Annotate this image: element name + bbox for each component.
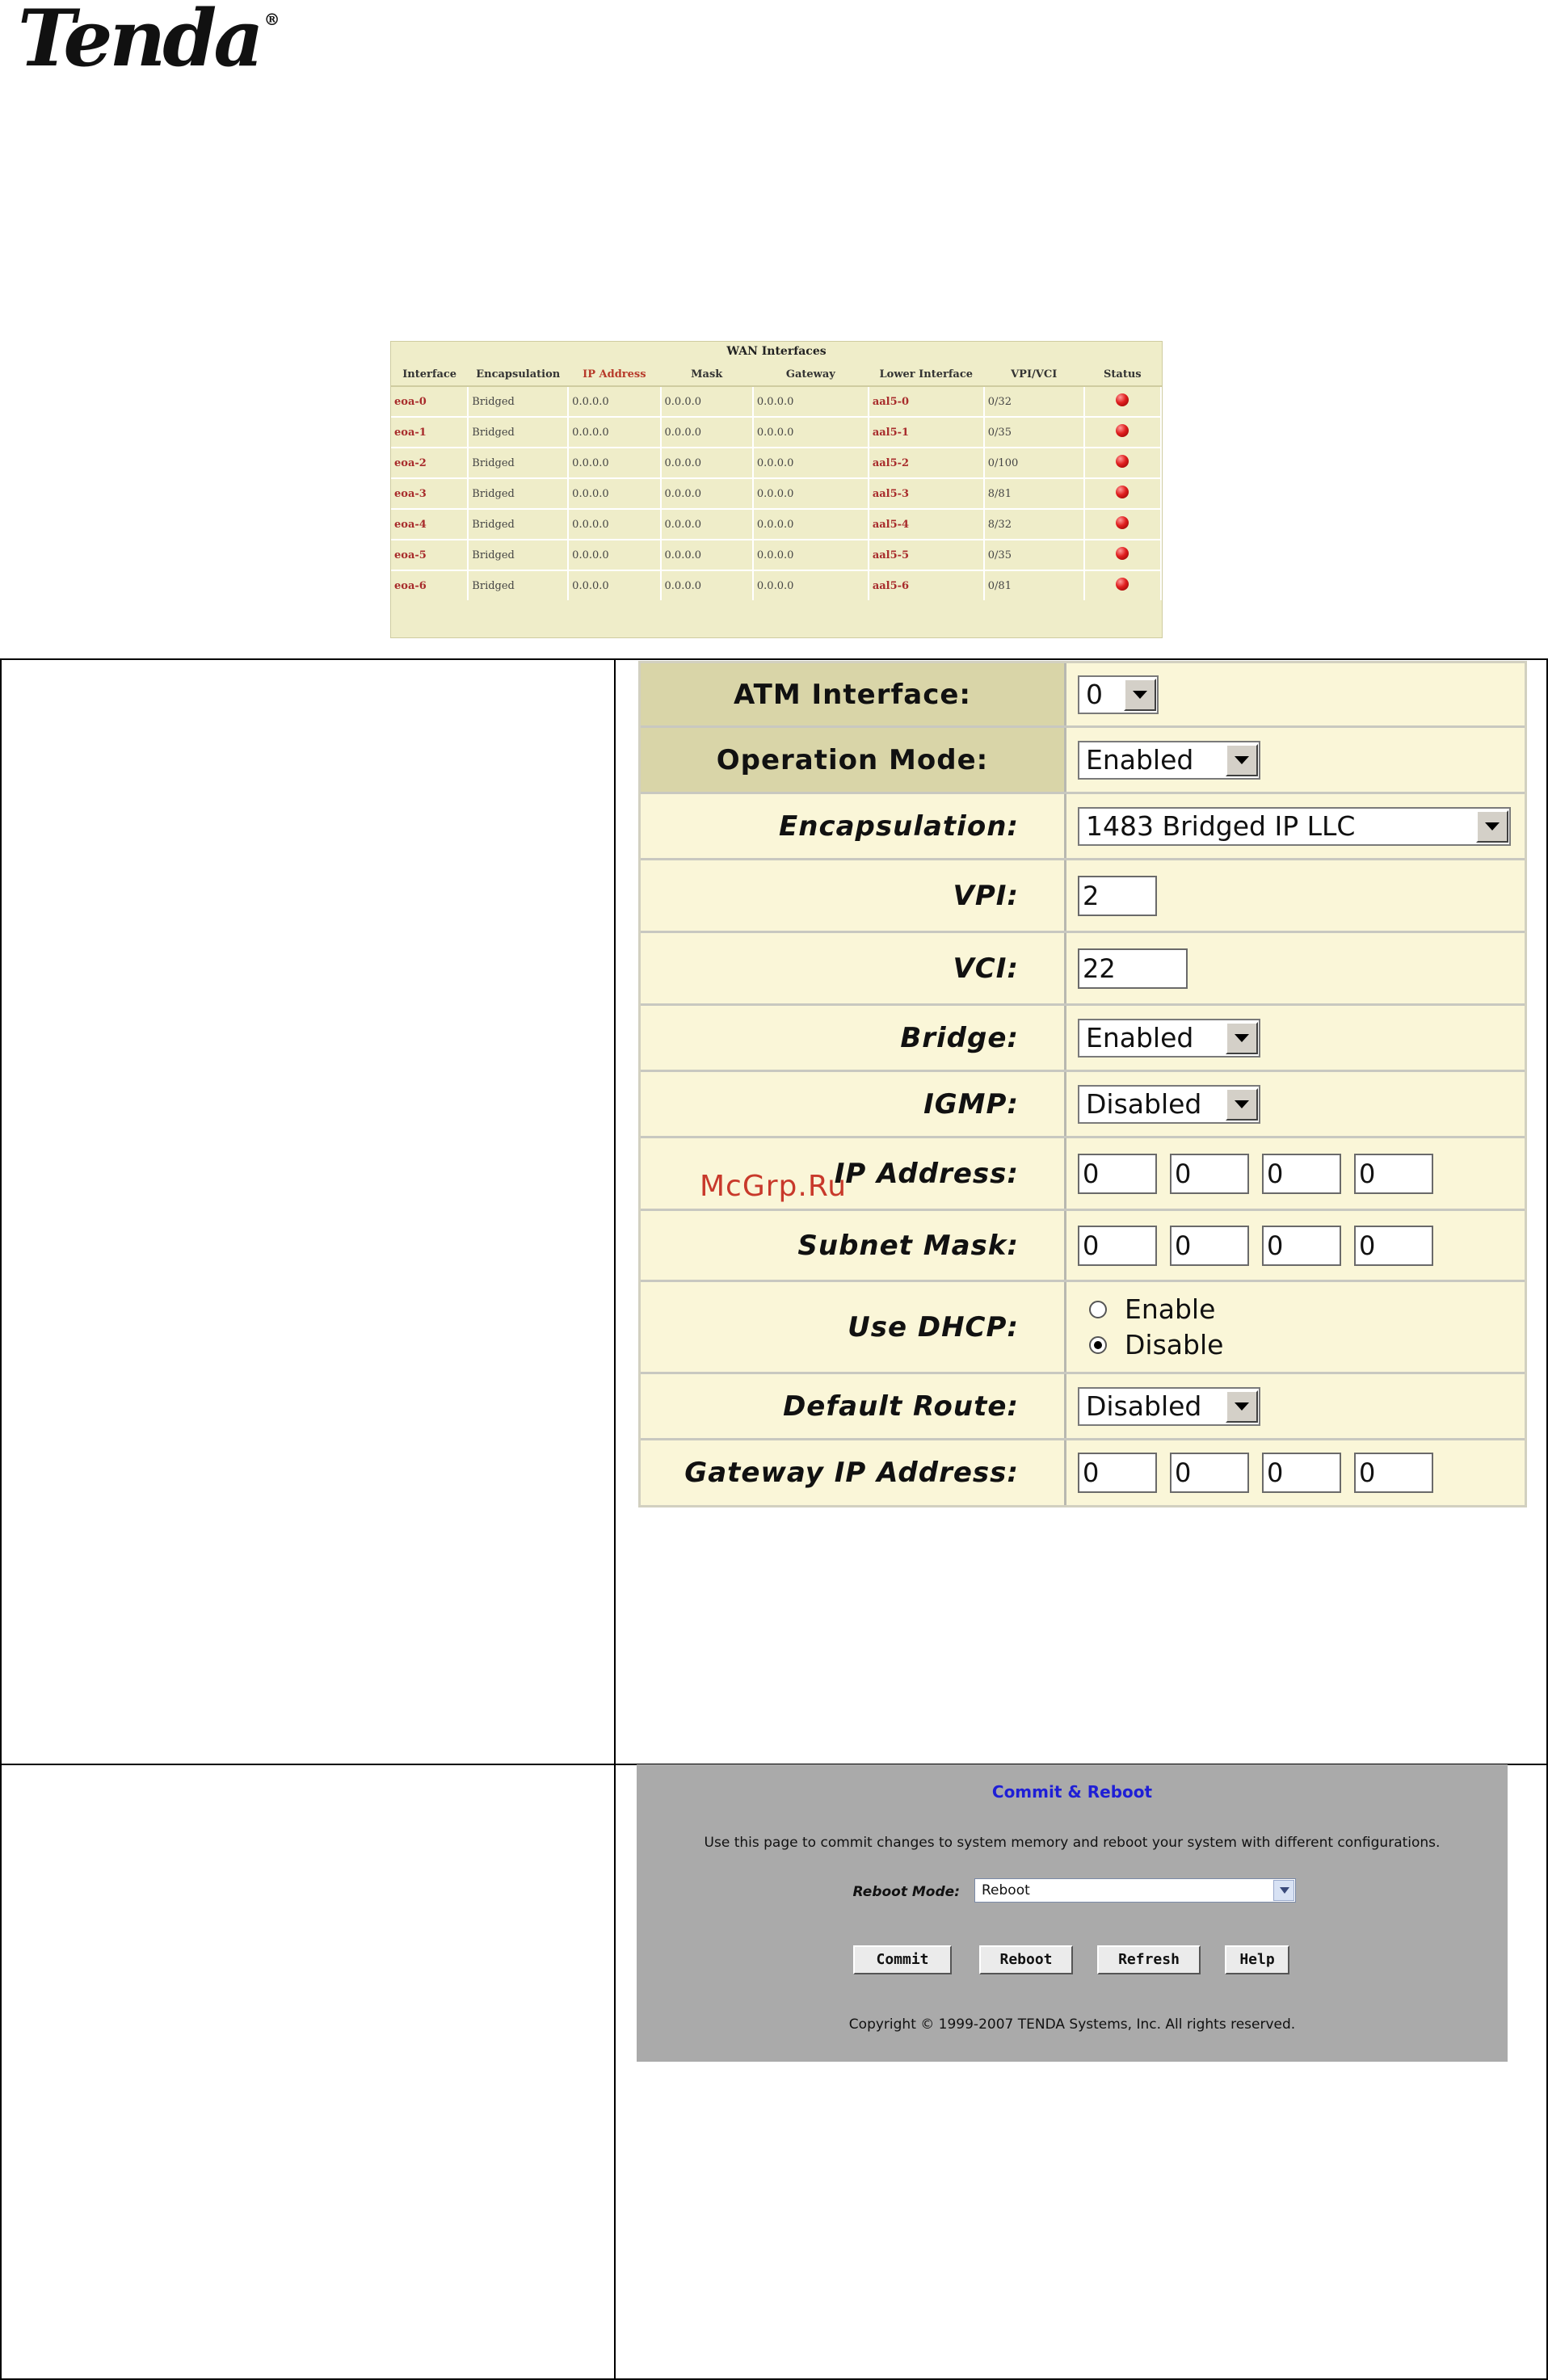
cell-interface[interactable]: eoa-6: [391, 570, 468, 600]
igmp-label: IGMP:: [641, 1072, 1066, 1136]
cell-mask: 0.0.0.0: [661, 509, 753, 540]
cell-ip: 0.0.0.0: [568, 509, 660, 540]
commit-title: Commit & Reboot: [991, 1782, 1153, 1802]
reboot-button[interactable]: Reboot: [979, 1945, 1073, 1974]
atm-interface-ctrl: [1078, 663, 1159, 725]
mask-octet-4-input[interactable]: 0: [1354, 1226, 1433, 1266]
cell-gateway: 0.0.0.0: [753, 417, 869, 448]
cell-status: [1084, 478, 1161, 509]
igmp-ctrl: [1078, 1072, 1260, 1136]
operation-mode-ctrl: [1078, 728, 1260, 792]
doc-cell-left-lower: [0, 1764, 616, 2380]
ip-address-label: IP Address:: [641, 1138, 1066, 1209]
cell-gateway: 0.0.0.0: [753, 509, 869, 540]
dhcp-enable-label: Enable: [1125, 1293, 1216, 1325]
cell-vpi-vci: 0/35: [984, 417, 1084, 448]
watermark-text: McGrp.Ru: [700, 1170, 848, 1203]
ip-address-ctrl: [1078, 1138, 1446, 1209]
chevron-down-icon[interactable]: [1226, 1390, 1258, 1423]
cell-mask: 0.0.0.0: [661, 540, 753, 570]
cell-status: [1084, 570, 1161, 600]
cell-interface[interactable]: eoa-5: [391, 540, 468, 570]
cell-ip: 0.0.0.0: [568, 386, 660, 417]
col-interface[interactable]: Interface: [391, 363, 468, 386]
bridge-ctrl: [1078, 1006, 1260, 1070]
cell-interface[interactable]: eoa-1: [391, 417, 468, 448]
cell-interface[interactable]: eoa-2: [391, 448, 468, 478]
tenda-logo: [18, 0, 280, 84]
atm-interface-value: 0: [1086, 679, 1103, 710]
encapsulation-ctrl: [1078, 794, 1511, 858]
commit-description: Use this page to commit changes to system memory and reboot your system with different configurations.: [704, 1835, 1441, 1851]
gw-octet-4-input[interactable]: 0: [1354, 1453, 1433, 1493]
cell-lower-interface[interactable]: aal5-5: [869, 540, 984, 570]
cell-lower-interface[interactable]: aal5-6: [869, 570, 984, 600]
vci-input[interactable]: 22: [1078, 948, 1188, 989]
ip-octet-3-input[interactable]: 0: [1262, 1154, 1341, 1194]
row-vpi: [641, 860, 1525, 933]
cell-interface[interactable]: eoa-3: [391, 478, 468, 509]
vci-ctrl: [1078, 933, 1188, 1003]
cell-ip: 0.0.0.0: [568, 570, 660, 600]
cell-status: [1084, 386, 1161, 417]
default-route-label: Default Route:: [641, 1374, 1066, 1438]
ip-octet-1-input[interactable]: 0: [1078, 1154, 1157, 1194]
reboot-mode-value: Reboot: [982, 1882, 1030, 1899]
cell-vpi-vci: 0/35: [984, 540, 1084, 570]
igmp-select[interactable]: [1078, 1085, 1260, 1124]
cell-ip: 0.0.0.0: [568, 540, 660, 570]
row-gateway: [641, 1440, 1525, 1505]
row-use-dhcp: [641, 1282, 1525, 1374]
chevron-down-icon[interactable]: [1476, 810, 1508, 843]
cell-lower-interface[interactable]: aal5-3: [869, 478, 984, 509]
atm-interface-select[interactable]: [1078, 675, 1159, 714]
cell-mask: 0.0.0.0: [661, 478, 753, 509]
reboot-mode-select[interactable]: [974, 1878, 1296, 1903]
row-atm-interface: [641, 663, 1525, 728]
ip-octet-2-input[interactable]: 0: [1170, 1154, 1249, 1194]
cell-status: [1084, 417, 1161, 448]
table-row: [391, 570, 1161, 600]
mask-octet-1-input[interactable]: 0: [1078, 1226, 1157, 1266]
cell-lower-interface[interactable]: aal5-2: [869, 448, 984, 478]
cell-mask: 0.0.0.0: [661, 417, 753, 448]
row-operation-mode: [641, 728, 1525, 794]
default-route-select[interactable]: [1078, 1387, 1260, 1426]
logo-text: Tenda: [18, 0, 261, 84]
cell-vpi-vci: 8/81: [984, 478, 1084, 509]
bridge-select[interactable]: [1078, 1019, 1260, 1058]
operation-mode-label: Operation Mode:: [641, 728, 1066, 792]
cell-encapsulation: Bridged: [468, 478, 568, 509]
gw-octet-2-input[interactable]: 0: [1170, 1453, 1249, 1493]
table-row: [391, 386, 1161, 417]
cell-vpi-vci: 8/32: [984, 509, 1084, 540]
bridge-value: Enabled: [1086, 1022, 1194, 1053]
use-dhcp-ctrl: [1078, 1282, 1223, 1372]
row-vci: [641, 933, 1525, 1006]
status-icon: [1116, 393, 1129, 406]
col-lower-interface[interactable]: Lower Interface: [869, 363, 984, 386]
cell-ip: 0.0.0.0: [568, 448, 660, 478]
dhcp-enable-radio[interactable]: [1078, 1292, 1215, 1327]
table-row: [391, 417, 1161, 448]
cell-gateway: 0.0.0.0: [753, 448, 869, 478]
atm-config-form: [638, 661, 1527, 1507]
row-subnet-mask: [641, 1211, 1525, 1282]
use-dhcp-label: Use DHCP:: [641, 1282, 1066, 1372]
chevron-down-icon[interactable]: [1226, 1088, 1258, 1121]
cell-lower-interface[interactable]: aal5-4: [869, 509, 984, 540]
row-bridge: [641, 1006, 1525, 1072]
status-icon: [1116, 424, 1129, 437]
cell-mask: 0.0.0.0: [661, 570, 753, 600]
col-gateway[interactable]: Gateway: [753, 363, 869, 386]
col-encapsulation[interactable]: Encapsulation: [468, 363, 568, 386]
cell-vpi-vci: 0/81: [984, 570, 1084, 600]
row-default-route: [641, 1374, 1525, 1440]
cell-encapsulation: Bridged: [468, 417, 568, 448]
status-icon: [1116, 547, 1129, 560]
cell-lower-interface[interactable]: aal5-1: [869, 417, 984, 448]
table-row: [391, 540, 1161, 570]
row-igmp: [641, 1072, 1525, 1138]
dhcp-disable-label: Disable: [1125, 1329, 1224, 1360]
ip-octet-4-input[interactable]: 0: [1354, 1154, 1433, 1194]
gw-octet-3-input[interactable]: 0: [1262, 1453, 1341, 1493]
vpi-ctrl: [1078, 860, 1157, 931]
cell-status: [1084, 448, 1161, 478]
radio-off-icon[interactable]: [1089, 1301, 1107, 1318]
cell-ip: 0.0.0.0: [568, 417, 660, 448]
col-mask[interactable]: Mask: [661, 363, 753, 386]
cell-encapsulation: Bridged: [468, 386, 568, 417]
copyright-text: Copyright © 1999-2007 TENDA Systems, Inc. All rights reserved.: [848, 2016, 1296, 2033]
vpi-input[interactable]: 2: [1078, 876, 1157, 916]
igmp-value: Disabled: [1086, 1088, 1202, 1120]
wan-table: [391, 363, 1162, 600]
table-row: [391, 509, 1161, 540]
commit-reboot-panel: [637, 1764, 1508, 2062]
cell-vpi-vci: 0/100: [984, 448, 1084, 478]
refresh-button[interactable]: Refresh: [1097, 1945, 1201, 1974]
cell-status: [1084, 540, 1161, 570]
status-icon: [1116, 486, 1129, 498]
bridge-label: Bridge:: [641, 1006, 1066, 1070]
operation-mode-value: Enabled: [1086, 744, 1194, 776]
default-route-ctrl: [1078, 1374, 1260, 1438]
subnet-mask-label: Subnet Mask:: [641, 1211, 1066, 1280]
registered-mark: ®: [263, 10, 280, 29]
cell-status: [1084, 509, 1161, 540]
atm-interface-label: ATM Interface:: [641, 663, 1066, 725]
table-row: [391, 478, 1161, 509]
chevron-down-icon[interactable]: [1226, 744, 1258, 776]
cell-encapsulation: Bridged: [468, 509, 568, 540]
cell-encapsulation: Bridged: [468, 570, 568, 600]
col-ip-address[interactable]: IP Address: [568, 363, 660, 386]
col-status[interactable]: Status: [1084, 363, 1161, 386]
encapsulation-value: 1483 Bridged IP LLC: [1086, 810, 1356, 842]
gateway-label: Gateway IP Address:: [641, 1440, 1066, 1505]
status-icon: [1116, 516, 1129, 529]
cell-gateway: 0.0.0.0: [753, 570, 869, 600]
cell-gateway: 0.0.0.0: [753, 386, 869, 417]
doc-cell-left-upper: [0, 658, 616, 1765]
gateway-ctrl: [1078, 1440, 1446, 1505]
col-vpi-vci[interactable]: VPI/VCI: [984, 363, 1084, 386]
subnet-mask-ctrl: [1078, 1211, 1446, 1280]
reboot-mode-label: Reboot Mode:: [852, 1884, 960, 1900]
cell-interface[interactable]: eoa-4: [391, 509, 468, 540]
vpi-label: VPI:: [641, 860, 1066, 931]
chevron-down-icon[interactable]: [1124, 679, 1156, 711]
cell-gateway: 0.0.0.0: [753, 540, 869, 570]
cell-encapsulation: Bridged: [468, 448, 568, 478]
status-icon: [1116, 455, 1129, 468]
wan-interfaces-panel: [390, 341, 1163, 638]
cell-encapsulation: Bridged: [468, 540, 568, 570]
row-encapsulation: [641, 794, 1525, 860]
cell-mask: 0.0.0.0: [661, 386, 753, 417]
cell-vpi-vci: 0/32: [984, 386, 1084, 417]
gw-octet-1-input[interactable]: 0: [1078, 1453, 1157, 1493]
cell-lower-interface[interactable]: aal5-0: [869, 386, 984, 417]
default-route-value: Disabled: [1086, 1390, 1202, 1422]
vci-label: VCI:: [641, 933, 1066, 1003]
chevron-down-icon[interactable]: [1226, 1022, 1258, 1054]
cell-ip: 0.0.0.0: [568, 478, 660, 509]
dhcp-disable-radio[interactable]: [1078, 1327, 1223, 1363]
status-icon: [1116, 578, 1129, 591]
cell-gateway: 0.0.0.0: [753, 478, 869, 509]
cell-mask: 0.0.0.0: [661, 448, 753, 478]
cell-interface[interactable]: eoa-0: [391, 386, 468, 417]
encapsulation-label: Encapsulation:: [641, 794, 1066, 858]
commit-button[interactable]: Commit: [853, 1945, 952, 1974]
wan-header-row: [391, 363, 1161, 386]
operation-mode-select[interactable]: [1078, 741, 1260, 780]
wan-title: WAN Interfaces: [726, 345, 827, 358]
mask-octet-2-input[interactable]: 0: [1170, 1226, 1249, 1266]
radio-on-icon[interactable]: [1089, 1336, 1107, 1354]
help-button[interactable]: Help: [1225, 1945, 1289, 1974]
chevron-down-icon[interactable]: [1273, 1880, 1294, 1901]
encapsulation-select[interactable]: [1078, 807, 1511, 846]
mask-octet-3-input[interactable]: 0: [1262, 1226, 1341, 1266]
table-row: [391, 448, 1161, 478]
